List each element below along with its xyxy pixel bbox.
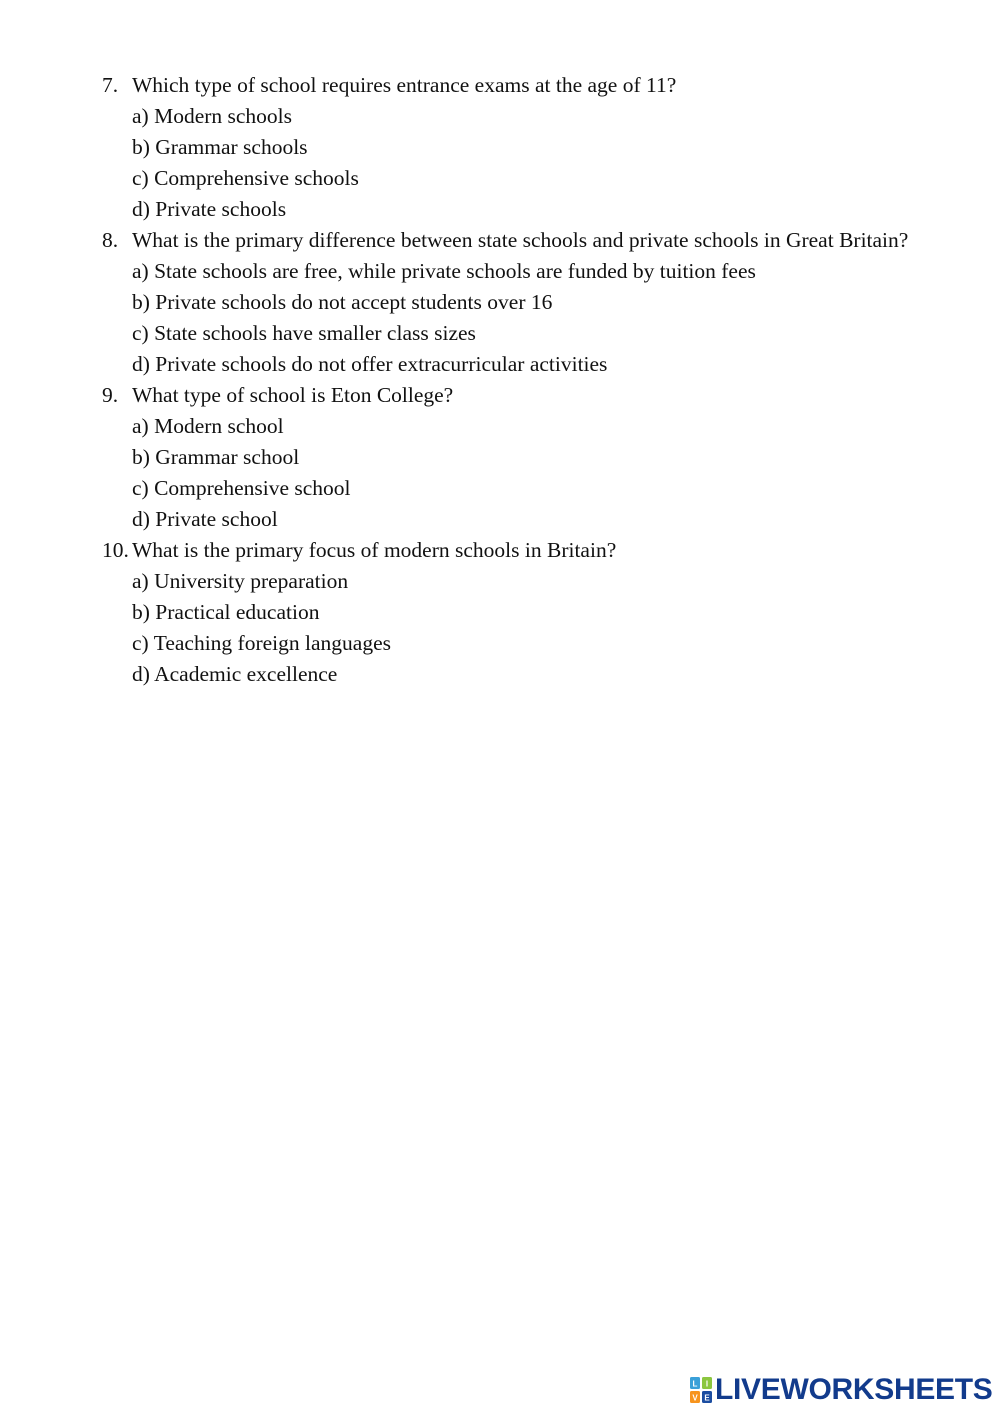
question-row bbox=[0, 380, 1000, 411]
option-a: a) Modern school bbox=[132, 414, 284, 438]
option-b: b) Grammar schools bbox=[132, 135, 308, 159]
question-number: 8. bbox=[102, 228, 119, 252]
question-text: Which type of school requires entrance exams at the age of 11? bbox=[132, 73, 677, 97]
option-c: c) Comprehensive school bbox=[132, 476, 351, 500]
option-a: a) Modern schools bbox=[132, 104, 293, 128]
svg-text:V: V bbox=[692, 1393, 698, 1403]
question-number: 9. bbox=[102, 383, 119, 407]
worksheet bbox=[0, 70, 1000, 690]
svg-text:L: L bbox=[692, 1379, 698, 1389]
option-c: c) State schools have smaller class sizes bbox=[132, 321, 476, 345]
option-a: a) University preparation bbox=[132, 569, 349, 593]
question-text: What type of school is Eton College? bbox=[132, 383, 454, 407]
question-8 bbox=[0, 225, 1000, 380]
liveworksheets-logo-icon bbox=[690, 1377, 712, 1403]
question-text: What is the primary difference between state schools and private schools in Great Britain? bbox=[132, 228, 909, 252]
question-row bbox=[0, 535, 1000, 566]
question-row bbox=[0, 225, 1000, 256]
svg-text:I: I bbox=[705, 1379, 709, 1389]
option-d: d) Private schools bbox=[132, 197, 287, 221]
question-row bbox=[0, 70, 1000, 101]
question-text: What is the primary focus of modern schools in Britain? bbox=[132, 538, 617, 562]
question-10 bbox=[0, 535, 1000, 690]
brand-name: LIVEWORKSHEETS bbox=[715, 1373, 993, 1406]
option-a: a) State schools are free, while private schools are funded by tuition fees bbox=[132, 259, 756, 283]
svg-text:E: E bbox=[704, 1393, 710, 1403]
option-b: b) Practical education bbox=[132, 600, 320, 624]
question-number: 7. bbox=[102, 73, 119, 97]
option-d: d) Private school bbox=[132, 507, 278, 531]
option-d: d) Academic excellence bbox=[132, 662, 338, 686]
option-b: b) Grammar school bbox=[132, 445, 300, 469]
question-number: 10. bbox=[102, 538, 129, 562]
question-9 bbox=[0, 380, 1000, 535]
option-c: c) Comprehensive schools bbox=[132, 166, 359, 190]
option-c: c) Teaching foreign languages bbox=[132, 631, 391, 655]
question-7 bbox=[0, 70, 1000, 225]
option-b: b) Private schools do not accept students over 16 bbox=[132, 290, 553, 314]
option-d: d) Private schools do not offer extracurricular activities bbox=[132, 352, 608, 376]
liveworksheets-brand bbox=[690, 1372, 993, 1408]
